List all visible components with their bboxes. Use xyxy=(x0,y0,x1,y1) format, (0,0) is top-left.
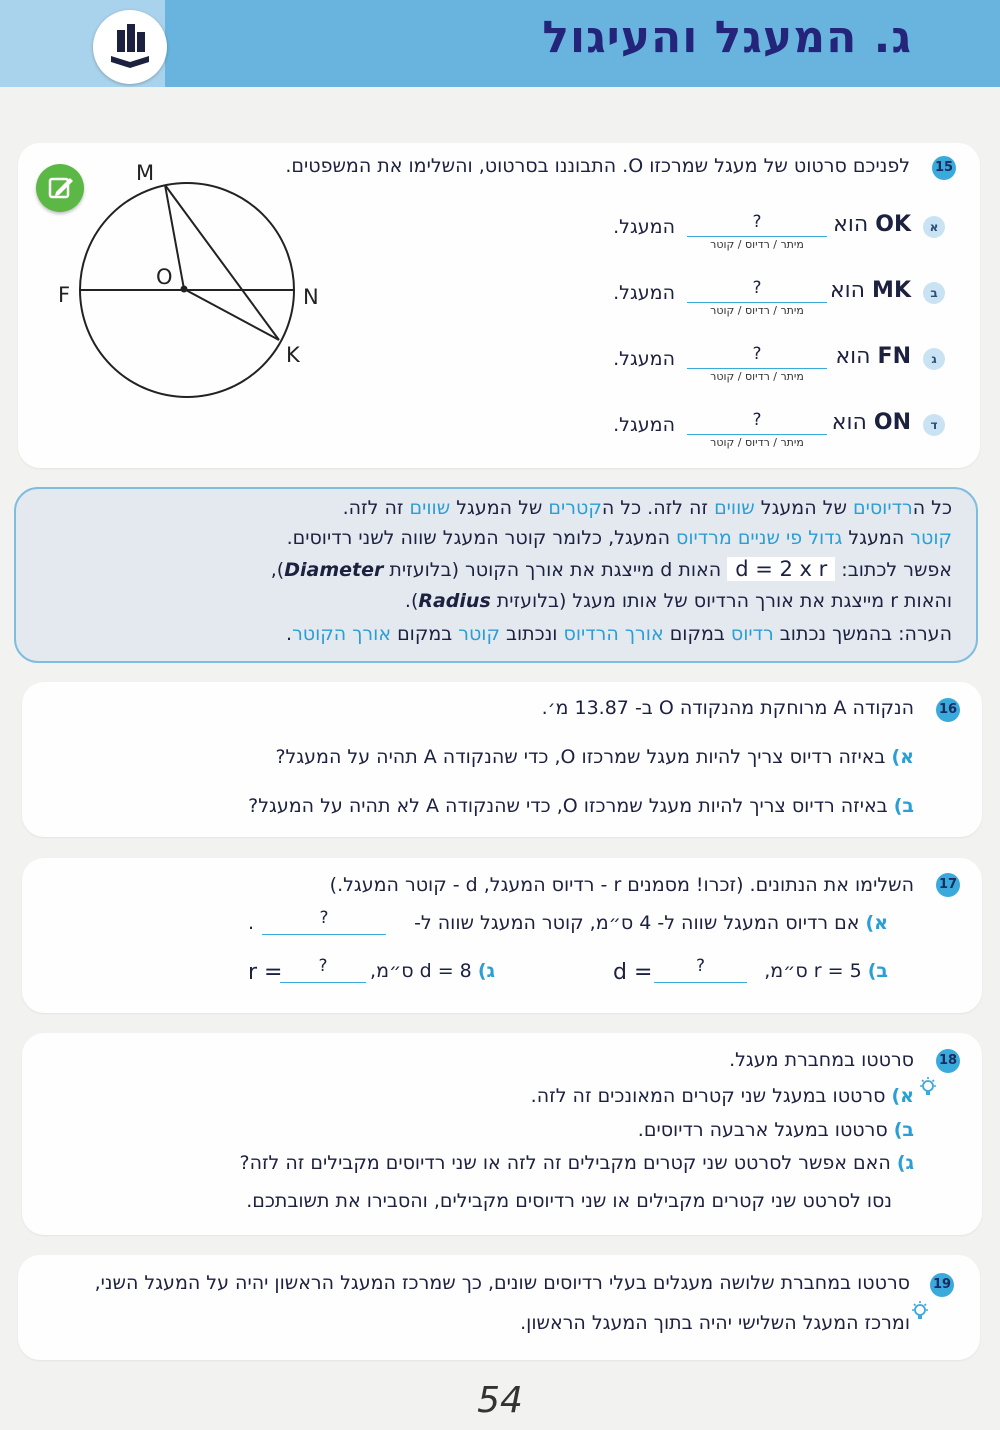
t: אפשר לכתוב: xyxy=(835,559,952,581)
label-f: F xyxy=(58,283,71,307)
t: רדיוסים xyxy=(852,497,913,519)
info-line-2 xyxy=(287,527,952,549)
t: א) xyxy=(891,746,914,768)
q15-d-before: הוא xyxy=(831,410,867,435)
t: ב) xyxy=(893,795,914,817)
q15-d-after: המעגל. xyxy=(613,414,675,436)
question-number-15: 15 xyxy=(932,156,956,180)
q19-line-1: סרטטו במחברת שלושה מעגלים בעלי רדיוסים שונים, כך שמרכז המעגל הראשון יהיה על המעגל השני, xyxy=(94,1272,910,1294)
t: של המעגל xyxy=(450,497,549,519)
t: ונכתוב xyxy=(499,623,564,645)
question-19-card xyxy=(18,1255,980,1360)
q15-a-before: הוא xyxy=(833,212,869,237)
t: גדול פי שניים מרדיוס xyxy=(676,527,843,549)
q15-a-blank[interactable] xyxy=(687,212,827,251)
t: באיזה רדיוס צריך להיות מעגל שמרכזו O, כדי שהנקודה A תהיה על המעגל? xyxy=(275,746,886,768)
chapter-title: ג. המעגל והעיגול xyxy=(542,12,912,63)
t: קטרים xyxy=(548,497,602,519)
blank-placeholder: ? xyxy=(752,344,762,364)
t: ג) xyxy=(477,960,495,982)
t: אורך הרדיוס xyxy=(563,623,664,645)
t: של המעגל xyxy=(754,497,853,519)
blank-placeholder: ? xyxy=(319,908,329,928)
t: במקום xyxy=(663,623,731,645)
q15-a-after: המעגל. xyxy=(613,216,675,238)
info-line-5 xyxy=(286,623,952,645)
lightbulb-icon xyxy=(918,1076,938,1100)
formula-box: d = 2 x r xyxy=(727,557,835,581)
seg-fn: FN xyxy=(877,344,911,369)
q17-b-blank[interactable] xyxy=(654,956,747,983)
radius-ok xyxy=(184,289,279,340)
t: והאות r מייצגת את אורך הרדיוס של אותו מעגל (בלועזית xyxy=(490,590,952,612)
q17-a-blank[interactable] xyxy=(262,908,386,935)
book-logo-icon xyxy=(93,10,167,84)
t: אם רדיוס המעגל שווה ל- 4 ס״מ, קוטר המעגל שווה ל- xyxy=(414,912,860,934)
blank-placeholder: ? xyxy=(318,956,328,976)
t: אורך הקוטר xyxy=(292,623,392,645)
t: ), xyxy=(270,559,285,581)
page-number: 54 xyxy=(477,1380,523,1421)
item-letter-c: ג xyxy=(923,348,945,370)
blank-options: מיתר / רדיוס / קוטר xyxy=(710,304,804,317)
q17-intro: השלימו את הנתונים. (זכרו! מסמנים r - רדיוס המעגל, d - קוטר המעגל.) xyxy=(329,874,914,896)
word-radius: Radius xyxy=(418,590,491,612)
seg-mk: MK xyxy=(872,278,911,303)
label-o: O xyxy=(156,265,173,289)
q15-b-prefix xyxy=(830,278,911,303)
q18-intro: סרטטו במחברת מעגל. xyxy=(729,1049,914,1071)
blank-options: מיתר / רדיוס / קוטר xyxy=(710,370,804,383)
blank-placeholder: ? xyxy=(752,278,762,298)
q15-b-before: הוא xyxy=(829,278,866,303)
t: א) xyxy=(891,1085,914,1107)
q15-intro: לפניכם סרטוט של מעגל שמרכזו O. התבוננו בסרטוט, והשלימו את המשפטים. xyxy=(285,155,910,177)
t: סרטטו במעגל ארבעה רדיוסים. xyxy=(637,1119,888,1141)
t: סרטטו במעגל שני קטרים המאונכים זה לזה. xyxy=(530,1085,886,1107)
item-letter-a: א xyxy=(923,216,945,238)
q17-c-blank[interactable] xyxy=(280,956,366,983)
blank-placeholder: ? xyxy=(695,956,706,976)
lightbulb-icon xyxy=(910,1300,930,1324)
question-number-19: 19 xyxy=(930,1273,954,1297)
t: האם אפשר לסרטט שני קטרים מקבילים זה לזה או שני רדיוסים מקבילים זה לזה? xyxy=(239,1152,891,1174)
q15-b-blank[interactable] xyxy=(687,278,827,317)
seg-ok: OK xyxy=(875,212,911,237)
q15-c-prefix xyxy=(835,344,911,369)
blank-placeholder: ? xyxy=(752,410,762,430)
item-letter-b: ב xyxy=(923,282,945,304)
q15-d-prefix xyxy=(832,410,911,435)
question-number-18: 18 xyxy=(936,1049,960,1073)
q18-a xyxy=(531,1085,914,1107)
t: רדיוס xyxy=(730,623,774,645)
t: . xyxy=(286,623,293,645)
t: ג) xyxy=(896,1152,914,1174)
q17-a xyxy=(414,912,888,934)
circle-diagram xyxy=(50,158,350,418)
q15-c-after: המעגל. xyxy=(613,348,675,370)
t: ב) xyxy=(867,960,888,982)
info-line-4 xyxy=(405,590,952,612)
q15-b-after: המעגל. xyxy=(613,282,675,304)
t: d = 8 ס״מ, xyxy=(370,960,472,982)
question-number-17: 17 xyxy=(936,873,960,897)
page-header xyxy=(0,0,1000,87)
t: שווים xyxy=(409,497,451,519)
label-k: K xyxy=(286,343,300,367)
t: המעגל, כלומר קוטר המעגל שווה לשני רדיוסים. xyxy=(286,527,677,549)
q18-b xyxy=(638,1119,914,1141)
seg-on: ON xyxy=(873,410,911,435)
blank-placeholder: ? xyxy=(752,212,762,232)
word-diameter: Diameter xyxy=(284,559,384,581)
label-n: N xyxy=(303,285,319,309)
info-line-3 xyxy=(271,557,952,581)
t: הערה: בהמשך נכתוב xyxy=(773,623,952,645)
q17-b xyxy=(764,960,888,982)
t: r = 5 ס״מ, xyxy=(764,960,862,982)
t: קוטר xyxy=(910,527,952,549)
label-m: M xyxy=(136,161,155,185)
t: קוטר xyxy=(458,623,500,645)
chord-mk xyxy=(165,185,279,340)
q16-a xyxy=(275,746,914,768)
t: זה לזה. כל ה xyxy=(601,497,715,519)
t: האות d מייצגת את אורך הקוטר (בלועזית xyxy=(383,559,728,581)
q18-c xyxy=(239,1152,914,1174)
center-point-o xyxy=(181,286,188,293)
q15-c-blank[interactable] xyxy=(687,344,827,383)
blank-options: מיתר / רדיוס / קוטר xyxy=(710,238,804,251)
t: במקום xyxy=(391,623,459,645)
q17-c-eq: r = xyxy=(248,960,283,985)
info-line-1 xyxy=(343,497,952,519)
t: באיזה רדיוס צריך להיות מעגל שמרכזו O, כדי שהנקודה A לא תהיה על המעגל? xyxy=(248,795,888,817)
q17-a-end: . xyxy=(248,912,255,934)
q15-a-prefix xyxy=(833,212,911,237)
t: זה לזה. xyxy=(342,497,410,519)
q17-c xyxy=(370,960,495,982)
q15-c-before: הוא xyxy=(835,344,871,369)
t: ב) xyxy=(893,1119,914,1141)
q19-line-2: ומרכז המעגל השלישי יהיה בתוך המעגל הראשון. xyxy=(520,1312,910,1334)
item-letter-d: ד xyxy=(923,414,945,436)
q15-d-blank[interactable] xyxy=(687,410,827,449)
q16-b xyxy=(248,795,914,817)
t: שווים xyxy=(714,497,755,519)
question-number-16: 16 xyxy=(936,698,960,722)
q18-c-line2: נסו לסרטט שני קטרים מקבילים או שני רדיוסים מקבילים, והסבירו את תשובתכם. xyxy=(246,1190,892,1212)
info-box xyxy=(14,487,978,663)
t: א) xyxy=(865,912,888,934)
t: כל ה xyxy=(912,497,952,519)
q16-intro: הנקודה A מרוחקת מהנקודה O ב- 13.87 מ׳. xyxy=(541,697,914,719)
t: המעגל xyxy=(842,527,911,549)
t: ). xyxy=(404,590,419,612)
blank-options: מיתר / רדיוס / קוטר xyxy=(710,436,804,449)
q17-b-eq: d = xyxy=(613,960,653,985)
